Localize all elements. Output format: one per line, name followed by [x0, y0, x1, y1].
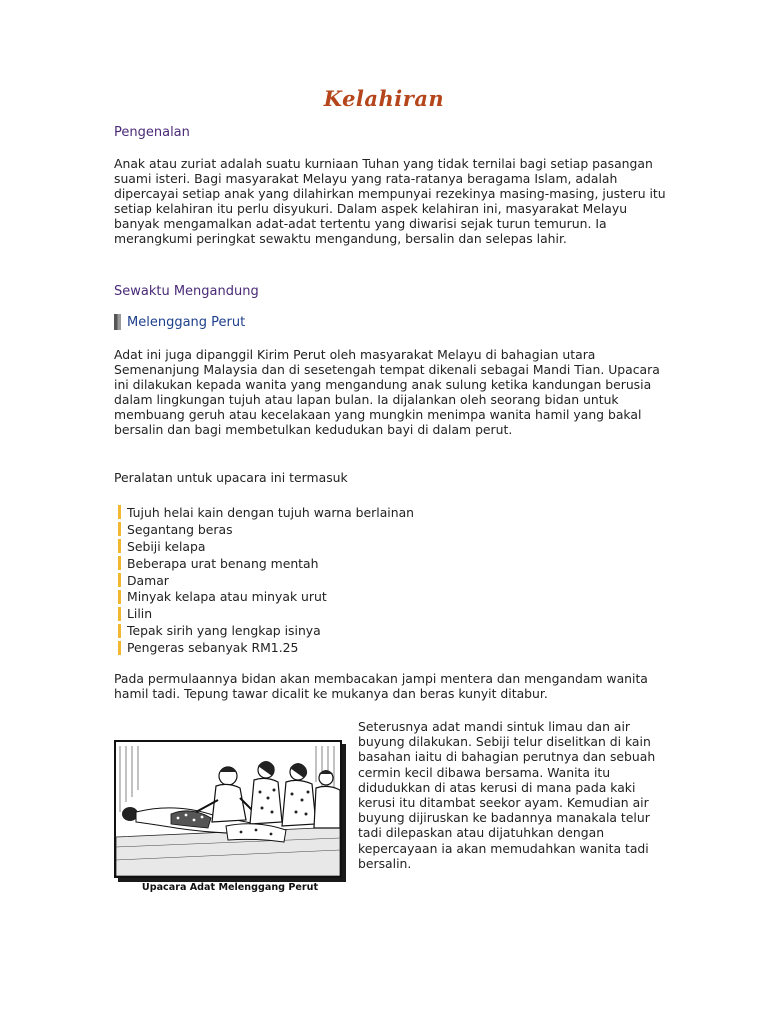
intro-paragraph: Anak atau zuriat adalah suatu kurniaan Tuhan yang tidak ternilai bagi setiap pasangan suami isteri. Bagi masyarakat Melayu yang rata-ratanya beragama Islam, adalah dipercayai setiap anak yang dilahirkan mempunyai rezekinya masing-masing, justeru itu setiap kelahiran itu perlu disyukuri. Dalam aspek kelahiran ini, masyarakat Melayu banyak mengamalkan adat-adat tertentu yang diwarisi sejak turun temurun. Ia merangkumi peringkat sewaktu mengandung, bersalin dan selepas lahir. — [114, 156, 666, 246]
bullet-icon — [118, 590, 121, 604]
list-item-text: Sebiji kelapa — [127, 538, 206, 554]
list-item-text: Minyak kelapa atau minyak urut — [127, 589, 327, 605]
list-item — [118, 639, 414, 656]
melenggang-paragraph: Adat ini juga dipanggil Kirim Perut oleh masyarakat Melayu di bahagian utara Semenanjung Malaysia dan di sesetengah tempat dikenali sebagai Mandi Tian. Upacara ini dilakukan kepada wanita yang mengandung anak sulung ketika kandungan berusia dalam lingkungan tujuh atau lapan bulan. Ia dijalankan oleh seorang bidan untuk membuang geruh atau kecelakaan yang mungkin menimpa wanita hamil yang bakal bersalin dan bagi membetulkan kedudukan bayi di dalam perut. — [114, 347, 660, 437]
list-item — [118, 555, 414, 572]
subheading-melenggang-perut — [114, 314, 245, 330]
list-item — [118, 572, 414, 589]
ritual-paragraph: Pada permulaannya bidan akan membacakan jampi mentera dan mengandam wanita hamil tadi. Tepung tawar dicalit ke mukanya dan beras kunyit ditabur. — [114, 671, 648, 701]
list-item — [118, 622, 414, 639]
list-item-text: Pengeras sebanyak RM1.25 — [127, 640, 299, 656]
list-item — [118, 588, 414, 605]
list-item-text: Tujuh helai kain dengan tujuh warna berlainan — [127, 504, 415, 520]
bullet-icon — [118, 624, 121, 638]
bullet-icon — [118, 607, 121, 621]
section-heading-pengenalan: Pengenalan — [114, 125, 190, 140]
list-intro: Peralatan untuk upacara ini termasuk — [114, 470, 348, 485]
list-item — [118, 504, 414, 521]
list-item-text: Beberapa urat benang mentah — [127, 555, 319, 571]
list-item — [118, 605, 414, 622]
section-heading-sewaktu-mengandung: Sewaktu Mengandung — [114, 284, 259, 299]
list-item — [118, 521, 414, 538]
ceremony-illustration — [114, 740, 342, 878]
bullet-icon — [118, 641, 121, 655]
list-item-text: Tepak sirih yang lengkap isinya — [127, 623, 321, 639]
bathing-paragraph: Seterusnya adat mandi sintuk limau dan air buyung dilakukan. Sebiji telur diselitkan di kain basahan iaitu di bahagian perutnya dan sebuah cermin kecil dibawa bersama. Wanita itu didudukkan di atas kerusi di mana pada kaki kerusi itu ditambat seekor ayam. Kemudian air buyung dijiruskan ke badannya manakala telur tadi dilepaskan atau dijatuhkan dengan kepercayaan ia akan memudahkan wanita tadi bersalin. — [358, 719, 656, 871]
list-item-text: Lilin — [127, 606, 153, 622]
subheading-bar-icon — [114, 314, 121, 330]
list-item-text: Damar — [127, 572, 169, 588]
bullet-icon — [118, 556, 121, 570]
bullet-icon — [118, 505, 121, 519]
list-item-text: Segantang beras — [127, 521, 233, 537]
figure-caption: Upacara Adat Melenggang Perut — [141, 882, 319, 893]
list-item — [118, 538, 414, 555]
bullet-icon — [118, 522, 121, 536]
subheading-label: Melenggang Perut — [127, 314, 246, 330]
ceremony-drawing — [116, 742, 340, 876]
page-title: Kelahiran — [323, 86, 445, 111]
equipment-list — [118, 504, 414, 656]
bullet-icon — [118, 539, 121, 553]
bullet-icon — [118, 573, 121, 587]
